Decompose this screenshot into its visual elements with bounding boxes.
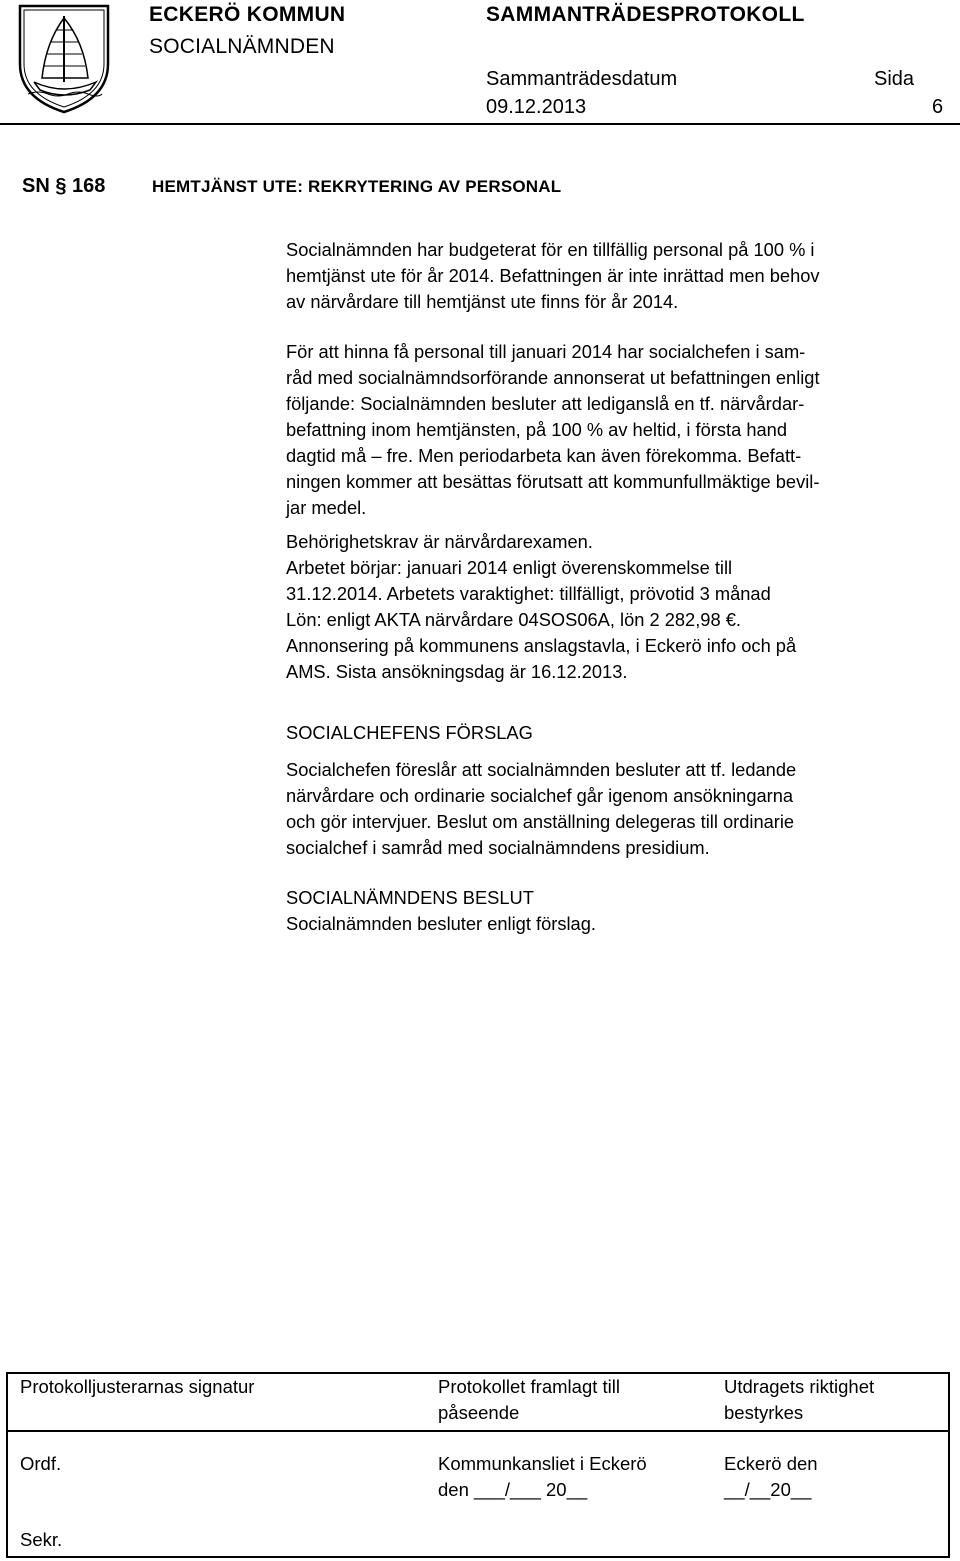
presented-date-blank: den ___/___ 20__ bbox=[438, 1479, 588, 1500]
text-line: jar medel. bbox=[286, 497, 367, 518]
text-line: socialchef i samråd med socialnämndens presidium. bbox=[286, 837, 710, 858]
decision-text: Socialnämnden besluter enligt förslag. bbox=[286, 913, 596, 934]
text-line: befattning inom hemtjänsten, på 100 % av heltid, i första hand bbox=[286, 419, 788, 440]
text-line: Lön: enligt AKTA närvårdare 04SOS06A, lön 2 282,98 €. bbox=[286, 609, 741, 630]
col-certified-title-2: bestyrkes bbox=[724, 1402, 804, 1423]
proposal-heading: SOCIALCHEFENS FÖRSLAG bbox=[286, 722, 533, 743]
text-line: och gör intervjuer. Beslut om anställning delegeras till ordinarie bbox=[286, 811, 795, 832]
page-label: Sida bbox=[874, 68, 915, 90]
text-line: ningen kommer att besättas förutsatt att kommunfullmäktige bevil- bbox=[286, 471, 820, 492]
meeting-date: 09.12.2013 bbox=[486, 96, 587, 118]
text-line: Socialnämnden har budgeterat för en tillfällig personal på 100 % i bbox=[286, 239, 815, 260]
text-line: Arbetet börjar: januari 2014 enligt överenskommelse till bbox=[286, 557, 733, 578]
certified-date-blank: __/__20__ bbox=[724, 1479, 812, 1500]
text-line: dagtid må – fre. Men periodarbeta kan även förekomma. Befatt- bbox=[286, 445, 802, 466]
signature-table bbox=[6, 1372, 950, 1558]
text-line: närvårdare och ordinarie socialchef går igenom ansökningarna bbox=[286, 785, 794, 806]
department-name: SOCIALNÄMNDEN bbox=[149, 35, 335, 58]
paragraph-requirements bbox=[286, 529, 926, 685]
text-line: 31.12.2014. Arbetets varaktighet: tillfälligt, prövotid 3 månad bbox=[286, 583, 771, 604]
text-line: av närvårdare till hemtjänst ute finns för år 2014. bbox=[286, 291, 679, 312]
col-presented-title-1: Protokollet framlagt till bbox=[438, 1376, 620, 1397]
signature-table-divider bbox=[8, 1430, 948, 1432]
paragraph-budget bbox=[286, 237, 926, 315]
document-type: SAMMANTRÄDESPROTOKOLL bbox=[486, 3, 805, 26]
ship-shield-icon bbox=[14, 2, 114, 114]
office-location: Kommunkansliet i Eckerö bbox=[438, 1453, 647, 1474]
section-title: HEMTJÄNST UTE: REKRYTERING AV PERSONAL bbox=[152, 177, 562, 196]
decision-heading: SOCIALNÄMNDENS BESLUT bbox=[286, 887, 534, 908]
municipality-logo bbox=[14, 2, 114, 114]
page-number: 6 bbox=[932, 96, 944, 118]
org-name: ECKERÖ KOMMUN bbox=[149, 3, 346, 26]
chair-label: Ordf. bbox=[20, 1453, 62, 1474]
text-line: följande: Socialnämnden besluter att lediganslå en tf. närvårdar- bbox=[286, 393, 805, 414]
text-line: råd med socialnämndsorförande annonserat ut befattningen enligt bbox=[286, 367, 820, 388]
certified-location: Eckerö den bbox=[724, 1453, 818, 1474]
col-presented-title-2: påseende bbox=[438, 1402, 520, 1423]
paragraph-recruitment bbox=[286, 339, 926, 521]
text-line: hemtjänst ute för år 2014. Befattningen är inte inrättad men behov bbox=[286, 265, 820, 286]
paragraph-proposal bbox=[286, 757, 926, 861]
section-number: SN § 168 bbox=[22, 175, 106, 197]
secretary-label: Sekr. bbox=[20, 1529, 63, 1550]
header-divider bbox=[0, 123, 960, 125]
text-line: Annonsering på kommunens anslagstavla, i Eckerö info och på bbox=[286, 635, 797, 656]
meeting-date-label: Sammanträdesdatum bbox=[486, 68, 678, 90]
col-signatures-title: Protokolljusterarnas signatur bbox=[20, 1376, 255, 1397]
text-line: Socialchefen föreslår att socialnämnden besluter att tf. ledande bbox=[286, 759, 797, 780]
text-line: Behörighetskrav är närvårdarexamen. bbox=[286, 531, 593, 552]
text-line: För att hinna få personal till januari 2014 har socialchefen i sam- bbox=[286, 341, 806, 362]
text-line: AMS. Sista ansökningsdag är 16.12.2013. bbox=[286, 661, 628, 682]
col-certified-title-1: Utdragets riktighet bbox=[724, 1376, 875, 1397]
